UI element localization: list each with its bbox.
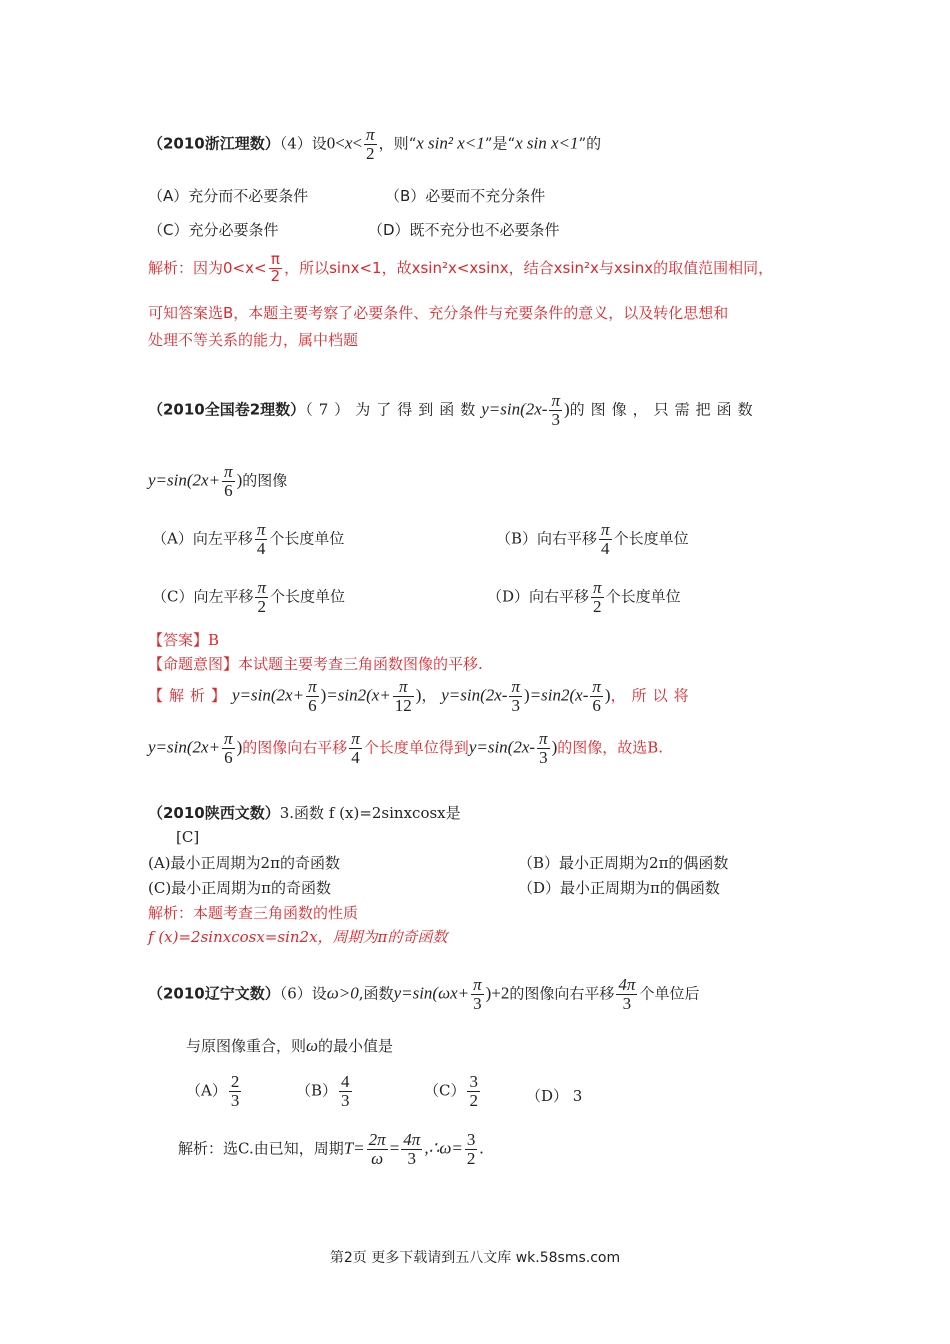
q2-analysis-line2: y=sin(2x+ $\frac{\pi}{6}$ )的图像向右平移 $\frac{\pi}{4}$ 个长度单位得到y=sin(2x- $\frac{\pi}{3}$ )的图像，故选B. <box>148 729 664 767</box>
q1-frac-pi-2: $\frac{\pi}{2}$ <box>366 125 375 163</box>
q1-option-b: （B）必要而不充分条件 <box>385 187 546 205</box>
q2-source: （2010全国卷2理数） <box>148 400 306 419</box>
q1-sol-frac: $\frac{\pi}{2}$ <box>270 250 281 285</box>
q4-option-d: （D） 3 <box>526 1087 583 1105</box>
page-footer: 第2页 更多下载请到五八文库 wk.58sms.com <box>329 1250 621 1266</box>
q1-solution-line3: 处理不等关系的能力，属中档题 <box>148 331 359 349</box>
q1-solution-line1: 解析：因为0<x< $\frac{\pi}{2}$ ，所以sinx<1，故xsin²x<xsinx，结合xsin²x与xsinx的取值范围相同， <box>148 250 774 285</box>
q3-stem: （2010陕西文数）3.函数 f (x)=2sinxcosx是 <box>148 804 461 822</box>
q3-bracket-answer: [C] <box>176 828 200 846</box>
q1-stem: （2010浙江理数）（4）设0<x< $\frac{\pi}{2}$ ，则“x sin² x<1”是“x sin x<1”的 <box>148 125 602 163</box>
q4-option-b: （B） $\frac{4}{3}$ <box>296 1072 350 1110</box>
q3-solution-line1: 解析：本题考查三角函数的性质 <box>148 904 359 922</box>
q4-option-c: （C） $\frac{3}{2}$ <box>424 1072 478 1110</box>
q2-option-c: （C）向左平移 $\frac{\pi}{2}$ 个长度单位 <box>152 578 346 616</box>
q3-option-a: (A)最小正周期为2π的奇函数 <box>148 854 340 872</box>
q4-option-a: （A） $\frac{2}{3}$ <box>186 1072 240 1110</box>
q1-solution-line2: 可知答案选B，本题主要考察了必要条件、充分条件与充要条件的意义，以及转化思想和 <box>148 304 729 322</box>
q3-option-d: （D）最小正周期为π的偶函数 <box>518 879 720 897</box>
q4-stem-line2: 与原图像重合，则ω的最小值是 <box>186 1036 394 1055</box>
q1-option-d: （D）既不充分也不必要条件 <box>368 221 560 239</box>
q2-answer: 【答案】B <box>148 631 220 649</box>
q2-option-b: （B）向右平移 $\frac{\pi}{4}$ 个长度单位 <box>496 520 689 558</box>
q1-source: （2010浙江理数） <box>148 134 280 153</box>
q2-stem-line2: y=sin(2x+ $\frac{\pi}{6}$ )的图像 <box>148 462 288 500</box>
q4-stem-line1: （2010辽宁文数）（6）设ω>0,函数y=sin(ωx+ $\frac{\pi}{3}$ )+2的图像向右平移 $\frac{4\pi}{3}$ 个单位后 <box>148 975 700 1013</box>
q2-option-a: （A）向左平移 $\frac{\pi}{4}$ 个长度单位 <box>152 520 345 558</box>
q2-stem-line1: （2010全国卷2理数）（7）为了得到函数y=sin(2x- $\frac{\pi}{3}$ )的图像，只需把函数 <box>148 391 759 429</box>
q1-expr2: x sin x<1 <box>515 133 579 153</box>
q1-option-a: （A）充分而不必要条件 <box>148 187 309 205</box>
q4-source: （2010辽宁文数） <box>148 984 280 1003</box>
q2-option-d: （D）向右平移 $\frac{\pi}{2}$ 个长度单位 <box>487 578 681 616</box>
q1-expr1: x sin² x<1 <box>416 133 485 153</box>
q2-intent: 【命题意图】本试题主要考查三角函数图像的平移. <box>148 655 483 673</box>
q3-option-c: (C)最小正周期为π的奇函数 <box>148 879 332 897</box>
q4-solution: 解析：选C.由已知，周期T= $\frac{2\pi}{\omega}$ = $\frac{4\pi}{3}$ ,∴ω= $\frac{3}{2}$ . <box>178 1130 484 1168</box>
q3-option-b: （B）最小正周期为2π的偶函数 <box>518 854 729 872</box>
q2-analysis-line1: 【解析】y=sin(2x+ $\frac{\pi}{6}$ )=sin2(x+ $\frac{\pi}{12}$ )， y=sin(2x- $\frac{\pi}{3}$ )=sin2(x- $\frac{\pi}{6}$ )，所以将 <box>148 677 695 715</box>
q1-option-c: （C）充分必要条件 <box>148 221 279 239</box>
q3-source: （2010陕西文数） <box>148 804 280 822</box>
q3-solution-line2: f (x)=2sinxcosx=sin2x，周期为π的奇函数 <box>148 928 448 946</box>
